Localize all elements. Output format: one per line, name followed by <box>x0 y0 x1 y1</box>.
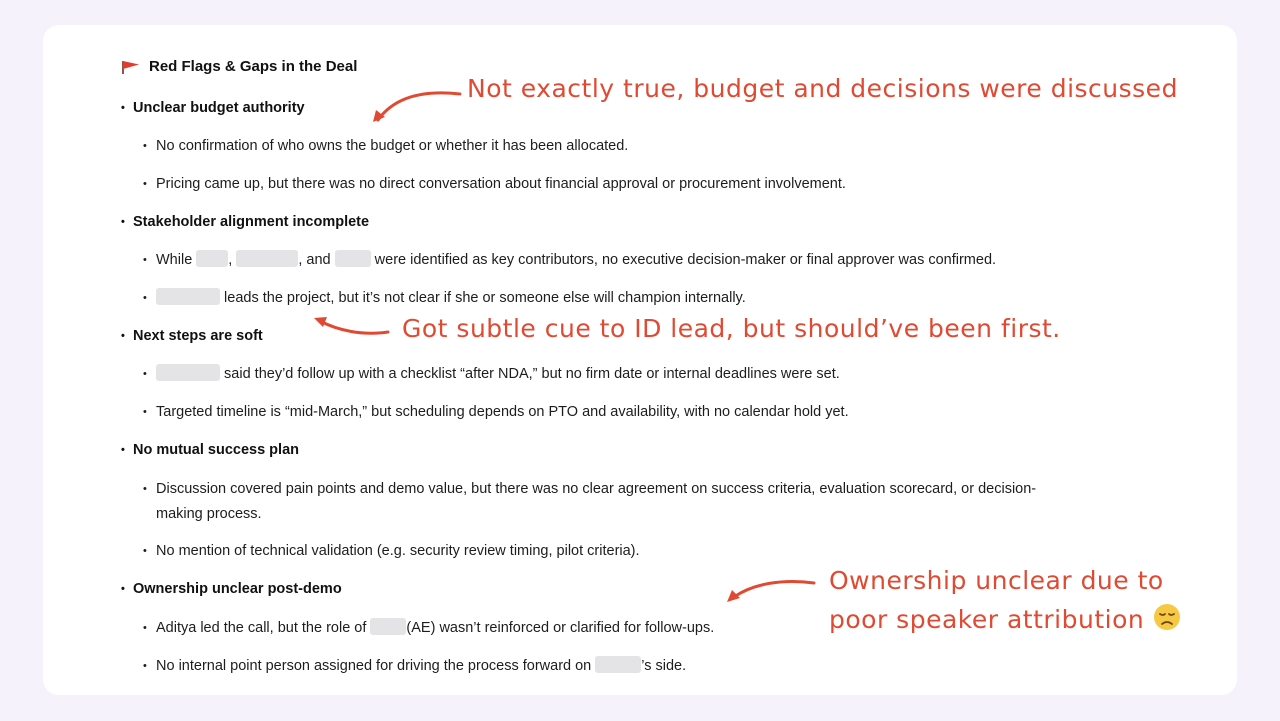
section-title-next-steps: • Next steps are soft <box>121 328 263 344</box>
annotation-note-ownership-line1: Ownership unclear due to <box>829 566 1164 595</box>
section-title-ownership: • Ownership unclear post-demo <box>121 581 342 597</box>
redacted-name <box>335 250 371 267</box>
disappointed-face-icon <box>1153 603 1181 637</box>
annotation-note-ownership-line2: poor speaker attribution <box>829 603 1181 637</box>
annotation-note-lead: Got subtle cue to ID lead, but should’ve been first. <box>402 314 1061 343</box>
annotation-arrow-icon <box>724 575 819 605</box>
list-item: • Aditya led the call, but the role of (AE) wasn’t reinforced or clarified for follow-ups. <box>143 620 715 636</box>
annotation-note-budget: Not exactly true, budget and decisions were discussed <box>467 74 1178 103</box>
list-item: • leads the project, but it’s not clear if she or someone else will champion internally. <box>143 290 746 306</box>
list-item: • Targeted timeline is “mid-March,” but scheduling depends on PTO and availability, with no calendar hold yet. <box>143 404 849 420</box>
section-title-success-plan: • No mutual success plan <box>121 442 299 458</box>
heading-text: Red Flags & Gaps in the Deal <box>149 58 358 75</box>
redacted-name <box>156 288 220 305</box>
list-item: • Pricing came up, but there was no direct conversation about financial approval or procurement involvement. <box>143 176 846 192</box>
section-title-budget: • Unclear budget authority <box>121 100 305 116</box>
list-item: • No internal point person assigned for driving the process forward on ’s side. <box>143 658 687 674</box>
redacted-name <box>156 364 220 381</box>
redacted-name <box>370 618 406 635</box>
list-item: • No mention of technical validation (e.g. security review timing, pilot criteria). <box>143 543 640 559</box>
list-item: • While , , and were identified as key contributors, no executive decision-maker or final approver was confirmed. <box>143 252 997 268</box>
section-heading <box>121 58 357 75</box>
redacted-name <box>595 656 641 673</box>
list-item: • No confirmation of who owns the budget or whether it has been allocated. <box>143 138 629 154</box>
redacted-name <box>236 250 298 267</box>
section-title-stakeholder: • Stakeholder alignment incomplete <box>121 214 370 230</box>
list-item: • said they’d follow up with a checklist “after NDA,” but no firm date or internal deadlines were set. <box>143 366 840 382</box>
red-flag-icon <box>121 59 141 75</box>
list-item: • Discussion covered pain points and demo value, but there was no clear agreement on success criteria, evaluation scorecard, or decision- making process. <box>143 481 1037 522</box>
annotation-arrow-icon <box>370 88 465 128</box>
redacted-name <box>196 250 228 267</box>
annotation-arrow-icon <box>312 312 392 338</box>
